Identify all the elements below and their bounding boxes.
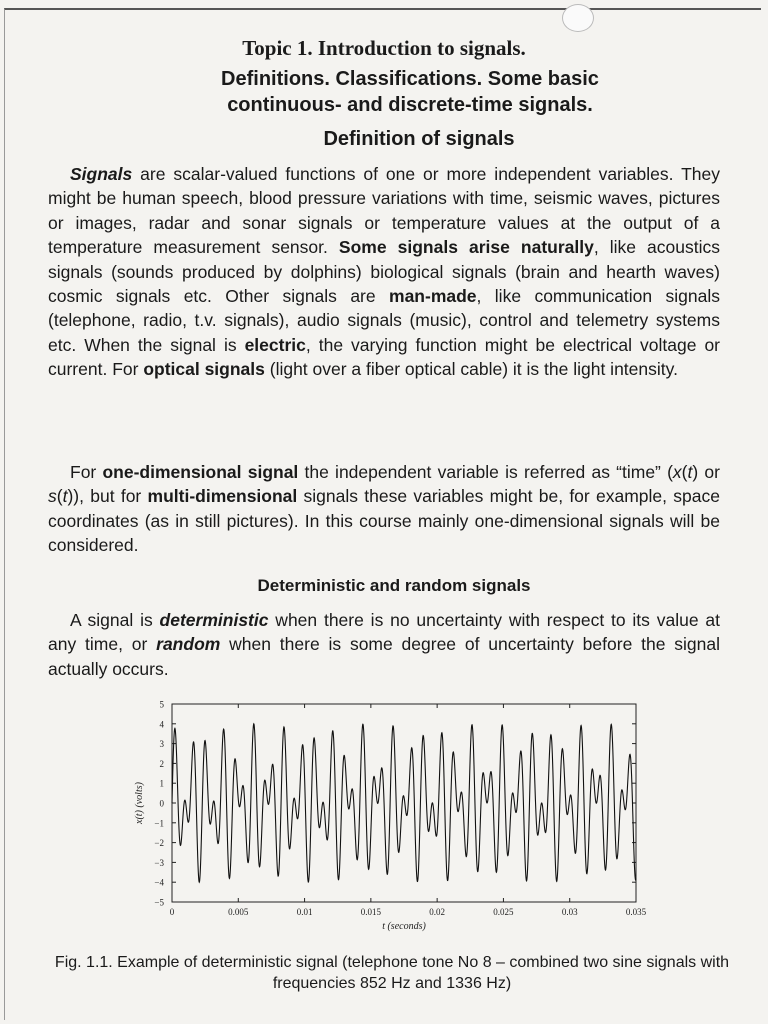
x-tick-label: 0.015 bbox=[360, 907, 381, 917]
x-tick-label: 0.01 bbox=[296, 907, 313, 917]
y-tick-label: 0 bbox=[159, 798, 164, 809]
topic-subtitle bbox=[150, 66, 670, 118]
text-run: (light over a fiber optical cable) it is the light intensity. bbox=[264, 359, 678, 380]
text-run: ( bbox=[56, 486, 63, 507]
text-run: t bbox=[62, 486, 68, 507]
text-run: )), but for bbox=[67, 486, 148, 507]
paragraph-deterministic bbox=[48, 608, 720, 681]
y-tick-label: 2 bbox=[159, 758, 164, 769]
text-run: s bbox=[48, 486, 57, 507]
text-run: , the varying function might be electrical voltage or current. For bbox=[48, 334, 721, 380]
x-tick-label: 0.03 bbox=[561, 907, 578, 917]
x-tick-label: 0.005 bbox=[228, 907, 249, 917]
signal-series-line bbox=[172, 724, 636, 882]
plot-frame bbox=[172, 704, 636, 902]
x-tick-label: 0 bbox=[169, 907, 175, 917]
text-run: t bbox=[687, 462, 693, 482]
text-run: are scalar-valued functions of one or more independent variables. They might be human speech, blood pressure variations with time, seismic waves, pictures or images, radar and sonar signals or temperature values at the output of a temperature measurement sensor. bbox=[48, 164, 720, 258]
text-run: optical signals bbox=[143, 359, 265, 380]
text-run: one-dimensional signal bbox=[102, 462, 299, 482]
text-run: , like communication signals (telephone, radio, t.v. signals), audio signals (music), control and telemetry systems etc. When the signal is bbox=[48, 286, 721, 355]
text-run: Signals bbox=[70, 164, 133, 184]
section-heading-deterministic: Deterministic and random signals bbox=[257, 576, 531, 595]
x-tick-label: 0.035 bbox=[625, 907, 647, 917]
x-tick-label: 0.025 bbox=[493, 907, 514, 917]
text-run: when there is some degree of uncertainty before the signal actually occurs. bbox=[48, 634, 720, 679]
text-run: ( bbox=[681, 462, 688, 482]
y-tick-label: 3 bbox=[159, 739, 164, 750]
subtitle-line-2: continuous- and discrete-time signals. bbox=[227, 94, 593, 116]
y-axis-label: x(t) (volts) bbox=[134, 782, 145, 824]
text-run: A signal is bbox=[70, 610, 160, 630]
text-run: x bbox=[672, 462, 682, 482]
y-tick-label: −2 bbox=[154, 838, 164, 849]
text-run: , like acoustics signals (sounds produced by dolphins) biological signals (brain and hearth waves) cosmic signals etc. Other signals are bbox=[48, 237, 721, 307]
text-run: man-made bbox=[389, 286, 477, 307]
y-tick-label: 4 bbox=[159, 719, 164, 730]
text-run: multi-dimensional bbox=[147, 486, 298, 507]
paragraph-definition bbox=[48, 162, 720, 382]
text-run: electric bbox=[244, 334, 306, 355]
paragraph-dimensions bbox=[48, 460, 720, 558]
y-tick-label: −4 bbox=[154, 877, 164, 888]
text-run: deterministic bbox=[159, 610, 269, 630]
x-tick-label: 0.02 bbox=[429, 907, 446, 917]
y-tick-label: 5 bbox=[159, 699, 164, 710]
topic-title: Topic 1. Introduction to signals. bbox=[242, 36, 526, 60]
figure-caption: Fig. 1.1. Example of deterministic signal (telephone tone No 8 – combined two sine signals with frequencies 852 Hz and 1336 Hz) bbox=[54, 954, 730, 992]
y-tick-label: −3 bbox=[154, 857, 164, 868]
section-heading-definition: Definition of signals bbox=[323, 128, 515, 150]
punch-hole bbox=[562, 4, 594, 32]
signal-chart bbox=[120, 696, 650, 936]
text-run: For bbox=[70, 462, 103, 482]
y-tick-label: −1 bbox=[154, 818, 164, 829]
text-run: random bbox=[156, 634, 221, 655]
y-tick-label: −5 bbox=[154, 897, 164, 908]
text-run: signals these variables might be, for example, space coordinates (as in still pictures). In this course mainly one-dimensional signals will be considered. bbox=[48, 486, 720, 556]
text-run: when there is no uncertainty with respect to its value at any time, or bbox=[48, 610, 721, 655]
text-run: ) or bbox=[692, 462, 720, 482]
subtitle-line-1: Definitions. Classifications. Some basic bbox=[221, 68, 599, 90]
y-tick-label: 1 bbox=[159, 778, 164, 789]
text-run: the independent variable is referred as “time” ( bbox=[298, 462, 673, 482]
x-axis-label: t (seconds) bbox=[382, 921, 426, 932]
text-run: Some signals arise naturally bbox=[338, 237, 594, 258]
